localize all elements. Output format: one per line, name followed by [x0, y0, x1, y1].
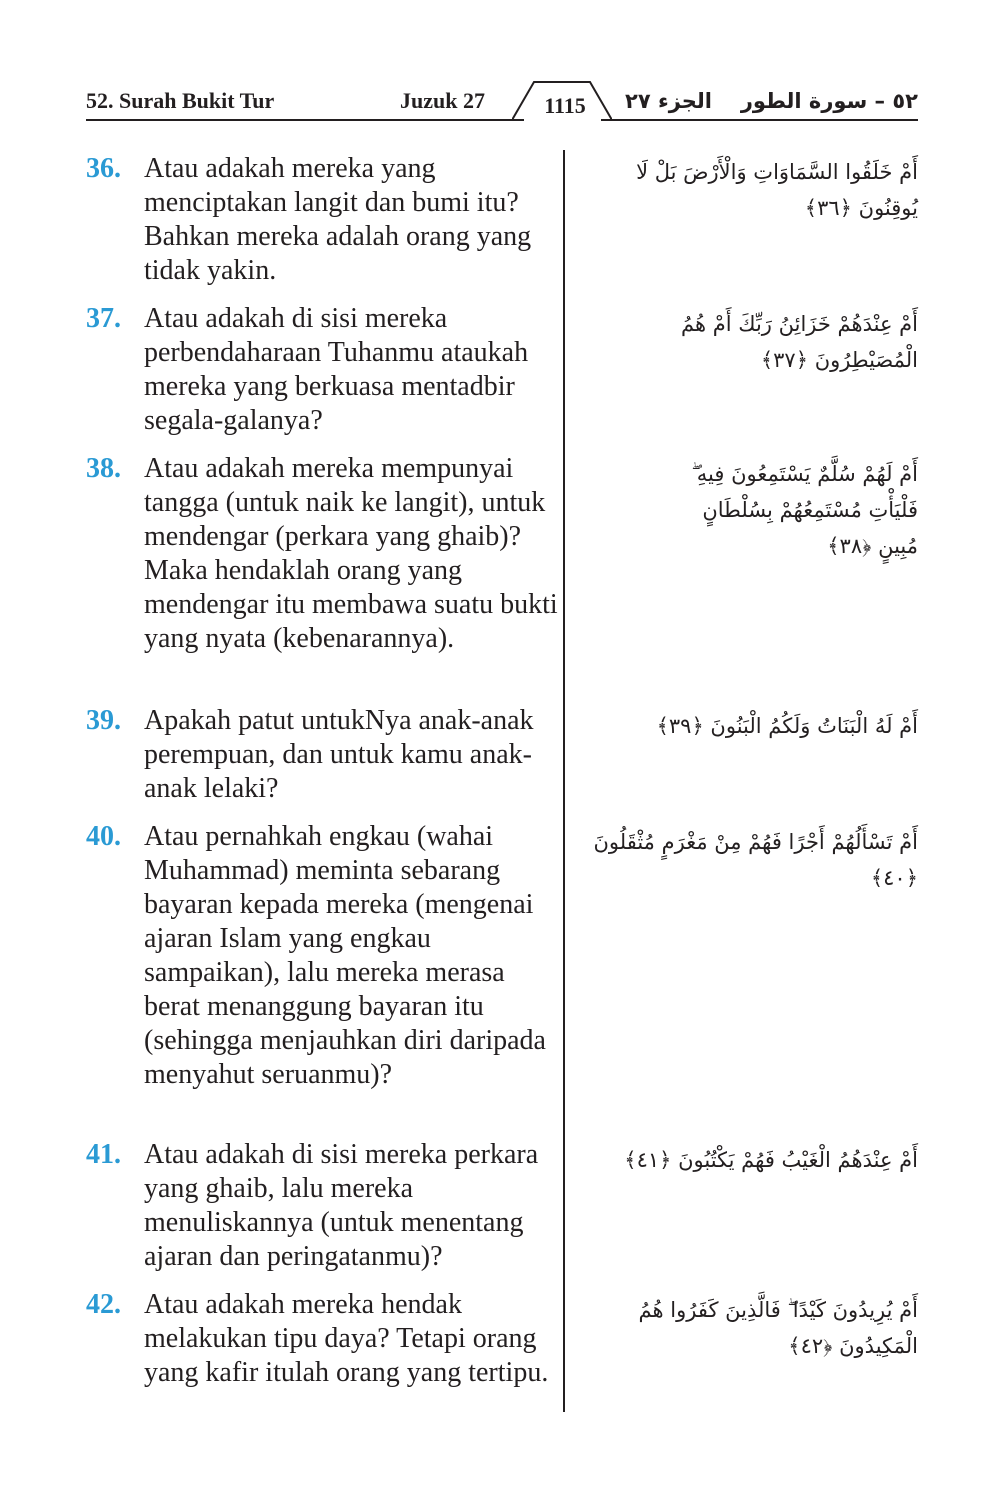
- verse-translation: Atau adakah mereka hendak melakukan tipu daya? Tetapi orang yang kafir itulah orang yang tertipu.: [144, 1289, 549, 1388]
- verse-arabic: أَمْ لَهُمْ سُلَّمٌ يَسْتَمِعُونَ فِيهِ ۖ فَلْيَأْتِ مُسْتَمِعُهُمْ بِسُلْطَانٍ مُبِينٍ ﴿٣٨﴾: [691, 462, 918, 558]
- verse-number: 37.: [86, 303, 121, 334]
- verse-translation: Atau adakah di sisi mereka perbendaharaan Tuhanmu ataukah mereka yang berkuasa mentadbir segala-galanya?: [144, 303, 529, 436]
- verse-arabic: أَمْ عِنْدَهُمْ خَزَائِنُ رَبِّكَ أَمْ هُمُ الْمُصَيْطِرُونَ ﴿٣٧﴾: [681, 312, 918, 372]
- verse-translation: Atau adakah mereka mempunyai tangga (untuk naik ke langit), untuk mendengar (perkara yang ghaib)? Maka hendaklah orang yang mendengar itu membawa suatu bukti yang nyata (kebenarannya).: [144, 453, 558, 654]
- verse-number: 42.: [86, 1289, 121, 1320]
- verse-translation: Atau adakah di sisi mereka perkara yang ghaib, lalu mereka menuliskannya (untuk menentang ajaran dan peringatanmu)?: [144, 1139, 539, 1272]
- surah-title-latin: 52. Surah Bukit Tur: [86, 88, 275, 113]
- verse-number: 36.: [86, 153, 121, 184]
- verse-arabic: أَمْ يُرِيدُونَ كَيْدًا ۖ فَالَّذِينَ كَفَرُوا هُمُ الْمَكِيدُونَ ﴿٤٢﴾: [638, 1298, 918, 1358]
- column-divider: [563, 150, 565, 1412]
- juz-label-arabic: الجزء ٢٧: [625, 89, 712, 113]
- header-rule: [0, 0, 1000, 130]
- verse-translation: Atau pernahkah engkau (wahai Muhammad) meminta sebarang bayaran kepada mereka (mengenai ajaran Islam yang engkau sampaikan), lalu mereka merasa berat menanggung bayaran itu (sehingga menjauhkan diri daripada menyahut seruanmu)?: [144, 821, 546, 1090]
- verse-translation: Apakah patut untukNya anak-anak perempuan, dan untuk kamu anak-anak lelaki?: [144, 705, 534, 804]
- surah-title-arabic: ٥٢ – سورة الطور: [740, 89, 918, 113]
- verse-number: 39.: [86, 705, 121, 736]
- verse-number: 40.: [86, 821, 121, 852]
- verse-arabic: أَمْ لَهُ الْبَنَاتُ وَلَكُمُ الْبَنُونَ ﴿٣٩﴾: [656, 714, 918, 738]
- verse-number: 38.: [86, 453, 121, 484]
- verse-arabic: أَمْ عِنْدَهُمُ الْغَيْبُ فَهُمْ يَكْتُبُونَ ﴿٤١﴾: [624, 1148, 918, 1172]
- verse-arabic: أَمْ خَلَقُوا السَّمَاوَاتِ وَالْأَرْضَ بَلْ لَا يُوقِنُونَ ﴿٣٦﴾: [636, 160, 918, 220]
- verse-number: 41.: [86, 1139, 121, 1170]
- page-header: [0, 0, 1000, 130]
- verse-arabic: أَمْ تَسْأَلُهُمْ أَجْرًا فَهُمْ مِنْ مَغْرَمٍ مُثْقَلُونَ ﴿٤٠﴾: [593, 830, 918, 890]
- page-number: 1115: [544, 93, 586, 118]
- juz-label-latin: Juzuk 27: [400, 88, 485, 113]
- verse-translation: Atau adakah mereka yang menciptakan langit dan bumi itu? Bahkan mereka adalah orang yang tidak yakin.: [144, 153, 532, 286]
